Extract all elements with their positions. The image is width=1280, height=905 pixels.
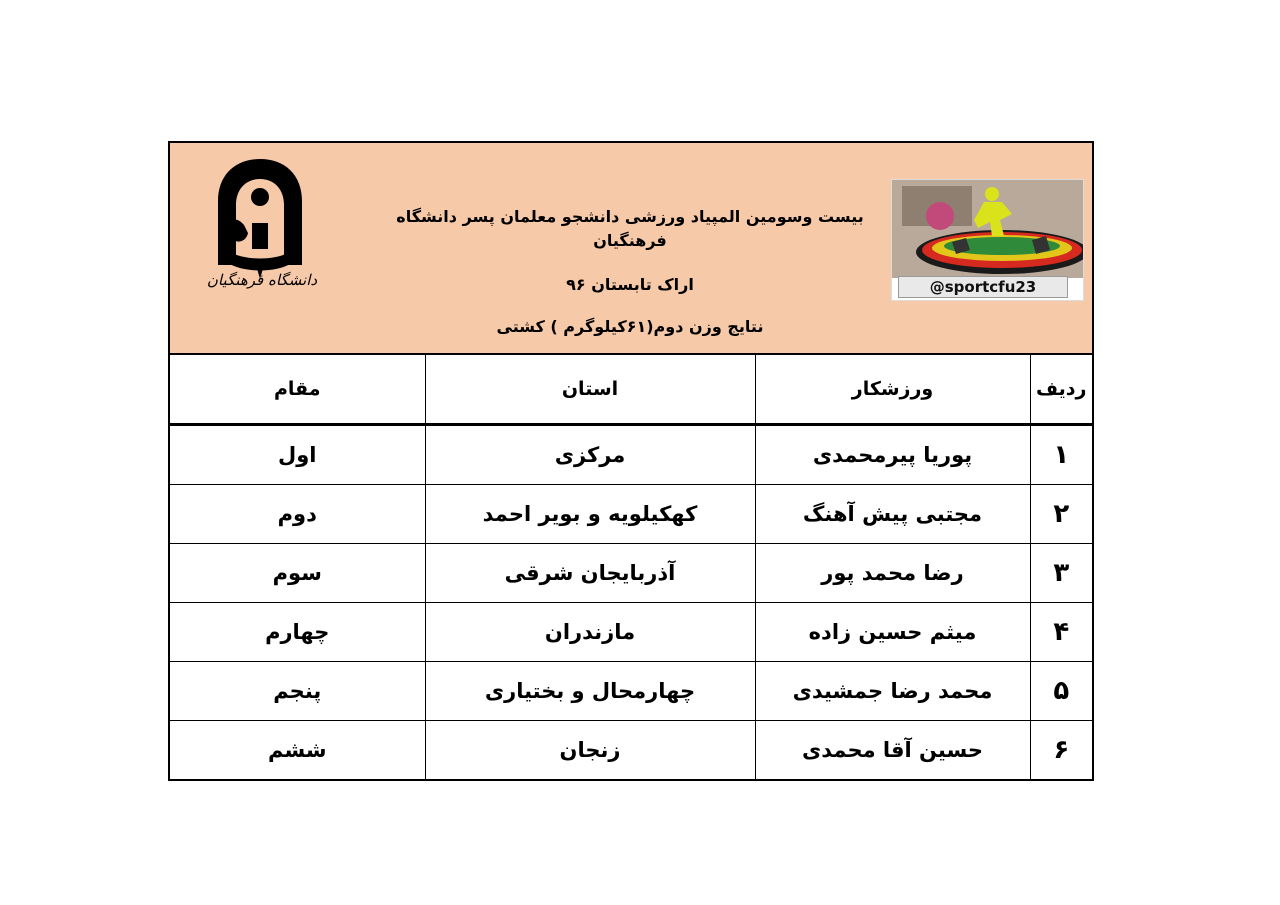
rank-cell: ۱: [1030, 425, 1092, 485]
province-cell: آذربایجان شرقی: [425, 544, 755, 603]
table-header-row: [170, 355, 1092, 425]
table-row: [170, 603, 1092, 662]
results-table: [170, 355, 1092, 779]
rank-cell: ۵: [1030, 662, 1092, 721]
province-cell: چهارمحال و بختیاری: [425, 662, 755, 721]
table-row: [170, 544, 1092, 603]
sheet-header: [170, 143, 1092, 355]
table-row: [170, 425, 1092, 485]
column-header-province: استان: [425, 355, 755, 425]
rank-cell: ۳: [1030, 544, 1092, 603]
athlete-cell: محمد رضا جمشیدی: [755, 662, 1030, 721]
column-header-rank: ردیف: [1030, 355, 1092, 425]
place-cell: دوم: [170, 485, 425, 544]
wrestling-emblem-icon: [892, 180, 1084, 278]
athlete-cell: رضا محمد پور: [755, 544, 1030, 603]
rank-cell: ۶: [1030, 721, 1092, 780]
athlete-cell: حسین آقا محمدی: [755, 721, 1030, 780]
header-titles: [370, 205, 890, 359]
province-cell: مازندران: [425, 603, 755, 662]
title-line-1: بیست وسومین المپیاد ورزشی دانشجو معلمان پسر دانشگاه فرهنگیان: [396, 207, 864, 250]
place-cell: چهارم: [170, 603, 425, 662]
rank-cell: ۴: [1030, 603, 1092, 662]
province-cell: زنجان: [425, 721, 755, 780]
column-header-place: مقام: [170, 355, 425, 425]
column-header-athlete: ورزشکار: [755, 355, 1030, 425]
athlete-cell: مجتبی پیش آهنگ: [755, 485, 1030, 544]
athlete-cell: پوریا پیرمحمدی: [755, 425, 1030, 485]
title-line-3: نتایج وزن دوم(۶۱کیلوگرم ) کشتی: [496, 317, 764, 336]
place-cell: پنجم: [170, 662, 425, 721]
table-row: [170, 662, 1092, 721]
rank-cell: ۲: [1030, 485, 1092, 544]
table-row: [170, 721, 1092, 780]
province-cell: کهکیلویه و بویر احمد: [425, 485, 755, 544]
table-row: [170, 485, 1092, 544]
athlete-cell: میثم حسین زاده: [755, 603, 1030, 662]
sport-event-logo: [891, 179, 1084, 301]
university-caption: دانشگاه فرهنگیان: [206, 271, 318, 289]
sport-handle: @sportcfu23: [898, 276, 1068, 298]
place-cell: اول: [170, 425, 425, 485]
place-cell: سوم: [170, 544, 425, 603]
title-line-2: اراک تابستان ۹۶: [566, 275, 694, 294]
results-sheet: [168, 141, 1094, 781]
province-cell: مرکزی: [425, 425, 755, 485]
place-cell: ششم: [170, 721, 425, 780]
